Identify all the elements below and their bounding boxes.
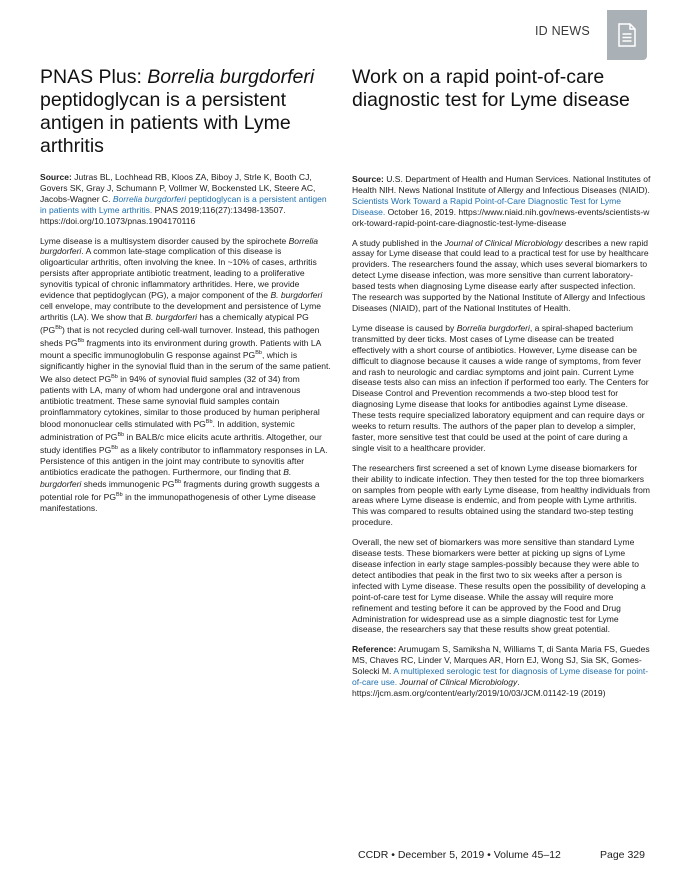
left-article-source: Source: Jutras BL, Lochhead RB, Kloos ZA, Biboy J, Strle K, Booth CJ, Govers SK, Gray J, Schumann P, Vollmer W, Bockensted LK, Steere AC, Jacobs-Wagner C. Borrelia burgdorferi peptidoglycan is a persistent antigen in patients with Lyme arthritis. PNAS 2019;116(27):13498-13507. https://doi.org/10.1073/pnas.1904170116 bbox=[40, 172, 327, 226]
reference-link[interactable]: A multiplexed serologic test for diagnosis of Lyme disease for point-of-care use. bbox=[352, 666, 649, 688]
footer-journal-info: CCDR • December 5, 2019 • Volume 45–12 bbox=[358, 849, 561, 861]
italic-text: B. burgdorferi bbox=[40, 466, 292, 490]
right-reference: Reference: Arumugam S, Samiksha N, Williams T, di Santa Maria FS, Guedes MS, Chaves RC, Linder V, Marques AR, Horn EJ, Wong SJ, Sia SK, Gomes-Solecki M. A multiplexed serologic test for diagnosis of Lyme disease for point-of-care use. Journal of Clinical Microbiology. https://jcm.asm.org/content/early/2019/10/03/JCM.01142-19 (2019) bbox=[352, 644, 650, 698]
abstract-text: as a likely contributor to inflammatory responses in LA. Persistence of this antigen in the joint may contribute to synovitis after antibiotics eradicate the pathogen. Furthermore, our finding that bbox=[40, 444, 328, 477]
left-article bbox=[40, 66, 332, 514]
italic-text: B. burgdorferi bbox=[145, 311, 198, 322]
right-article-title: Work on a rapid point-of-care diagnostic test for Lyme disease bbox=[352, 66, 630, 111]
abstract-text: . A common late-stage complication of this disease is oligoarticular arthritis, often involving the knee. In ~10% of cases, arthritis persists after appropriate antibiotic treatment, leading to a proliferative synovitis typical of chronic inflammatory arthritides. Here, we provide evidence that peptidoglycan (PG), a major component of the bbox=[40, 246, 317, 301]
left-article-abstract bbox=[40, 236, 332, 514]
left-source-link[interactable]: Borrelia burgdorferi peptidoglycan is a persistent antigen in patients with Lyme arthritis. bbox=[40, 193, 327, 215]
section-label: ID NEWS bbox=[535, 24, 590, 38]
abstract-text: has a chemically atypical PG (PG bbox=[40, 311, 309, 335]
right-article-source: Source: U.S. Department of Health and Human Services. National Institutes of Health NIH. News National Institute of Allergy and Infectious Diseases (NIAID). Scientists Work Toward a Rapid Point-of-Care Diagnostic Test for Lyme Disease. October 16, 2019. https://www.niaid.nih.gov/news-events/scientists-work-toward-rapid-point-care-diagnostic-test-lyme-disease bbox=[352, 174, 651, 228]
abstract-text: ) that is not recycled during cell-wall turnover. Instead, this pathogen sheds PG bbox=[40, 324, 320, 348]
right-paragraph-3: The researchers first screened a set of known Lyme disease biomarkers for their ability to indicate infection. They then tested for the top three biomarkers on samples from people with early Lyme disease, from healthy individuals from areas where Lyme disease is endemic, and from people with Lyme arthritis. This was compared to results obtained using the standard two-step testing procedure. bbox=[352, 462, 651, 528]
abstract-text: . In addition, systemic administration of PG bbox=[40, 419, 295, 442]
document-icon bbox=[607, 10, 647, 60]
abstract-text: in 94% of synovial fluid samples (32 of 34) from patients with LA, many of whom had undergone oral and intravenous antibiotic treatment. These same synovial fluid samples contain proinflammatory cytokines, similar to those produced by human peripheral blood mononuclear cells stimulated with PG bbox=[40, 373, 320, 430]
abstract-text: cell envelope, may contribute to the development and persistence of Lyme arthritis (LA). We show that bbox=[40, 300, 321, 322]
superscript-text: Bb bbox=[116, 492, 123, 499]
right-paragraph-4: Overall, the new set of biomarkers was more sensitive than standard Lyme disease tests. These biomarkers were better at picking up signs of Lyme disease infection in early stage samples-possibly because they were able to detect antibodies that peak in the first two to six weeks after a person is infected with Lyme disease. These results open the possibility of developing a point-of-care test for Lyme disease. While the assay will require more refinement and testing before it can be approved by the Food and Drug Administration for widespread use as a simple diagnostic test for Lyme disease, the researchers say that these results show great potential. bbox=[352, 537, 646, 635]
right-source-link[interactable]: Scientists Work Toward a Rapid Point-of-Care Diagnostic Test for Lyme Disease. bbox=[352, 195, 622, 217]
right-paragraph-1: A study published in the Journal of Clinical Microbiology describes a new rapid assay for Lyme disease that could lead to a practical test for use by healthcare providers. The researchers found the assay, which uses several biomarkers to detect Lyme disease infection, was more sensitive than current laboratory-based tests when diagnosing Lyme disease early after suspected infection. The research was supported by the National Institute of Allergy and Infectious Diseases (NIAID), part of the National Institutes of Health. bbox=[352, 237, 649, 313]
superscript-text: Bb bbox=[255, 350, 262, 357]
superscript-text: Bb bbox=[174, 479, 182, 486]
italic-text: Borrelia burgdorferi bbox=[40, 235, 319, 257]
footer-page-number: Page 329 bbox=[600, 849, 645, 861]
abstract-text: sheds immunogenic PG bbox=[81, 479, 175, 490]
abstract-text: Lyme disease is a multisystem disorder caused by the spirochete bbox=[40, 235, 289, 246]
right-paragraph-2: Lyme disease is caused by Borrelia burgdorferi, a spiral-shaped bacterium transmitted by deer ticks. Most cases of Lyme disease can be treated effectively with a short course of antibiotics. However, Lyme disease can be difficult to diagnose because it causes a wide range of symptoms, from fever and rash to neurologic and cardiac symptoms and joint pain. Current Lyme disease tests also can miss an infection if performed too early. The Centers for Disease Control and Prevention recommends a two-step blood test for diagnosing Lyme disease that looks for antibodies against Lyme disease. These tests require specialized laboratory equipment and can require days or weeks to return results. The authors of the paper plan to develop a simpler, faster, more sensitive test that could be used at the point of care during a single visit to a healthcare provider. bbox=[352, 322, 649, 453]
superscript-text: Bb bbox=[205, 419, 213, 426]
italic-text: B. burgdorferi bbox=[270, 290, 323, 301]
abstract-text: fragments during growth suggests a potential role for PG bbox=[40, 479, 320, 503]
abstract-text: fragments into its environment during growth. Patients with LA mount a specific immunoglobulin G response against PG bbox=[40, 337, 321, 361]
left-article-title: PNAS Plus: Borrelia burgdorferi peptidoglycan is a persistent antigen in patients with Lyme arthritis bbox=[40, 66, 315, 157]
superscript-text: Bb bbox=[77, 337, 85, 344]
superscript-text: Bb bbox=[111, 373, 118, 380]
superscript-text: Bb bbox=[111, 444, 118, 451]
superscript-text: Bb bbox=[55, 324, 62, 331]
abstract-text: in the immunopathogenesis of other Lyme disease manifestations. bbox=[40, 492, 316, 513]
superscript-text: Bb bbox=[117, 432, 125, 439]
abstract-text: in BALB/c mice elicits acute arthritis. Altogether, our study identifies PG bbox=[40, 432, 322, 455]
right-article bbox=[352, 66, 652, 699]
abstract-text: , which is significantly higher in the synovial fluid than in the serum of the same patient. We also detect PG bbox=[40, 350, 331, 384]
